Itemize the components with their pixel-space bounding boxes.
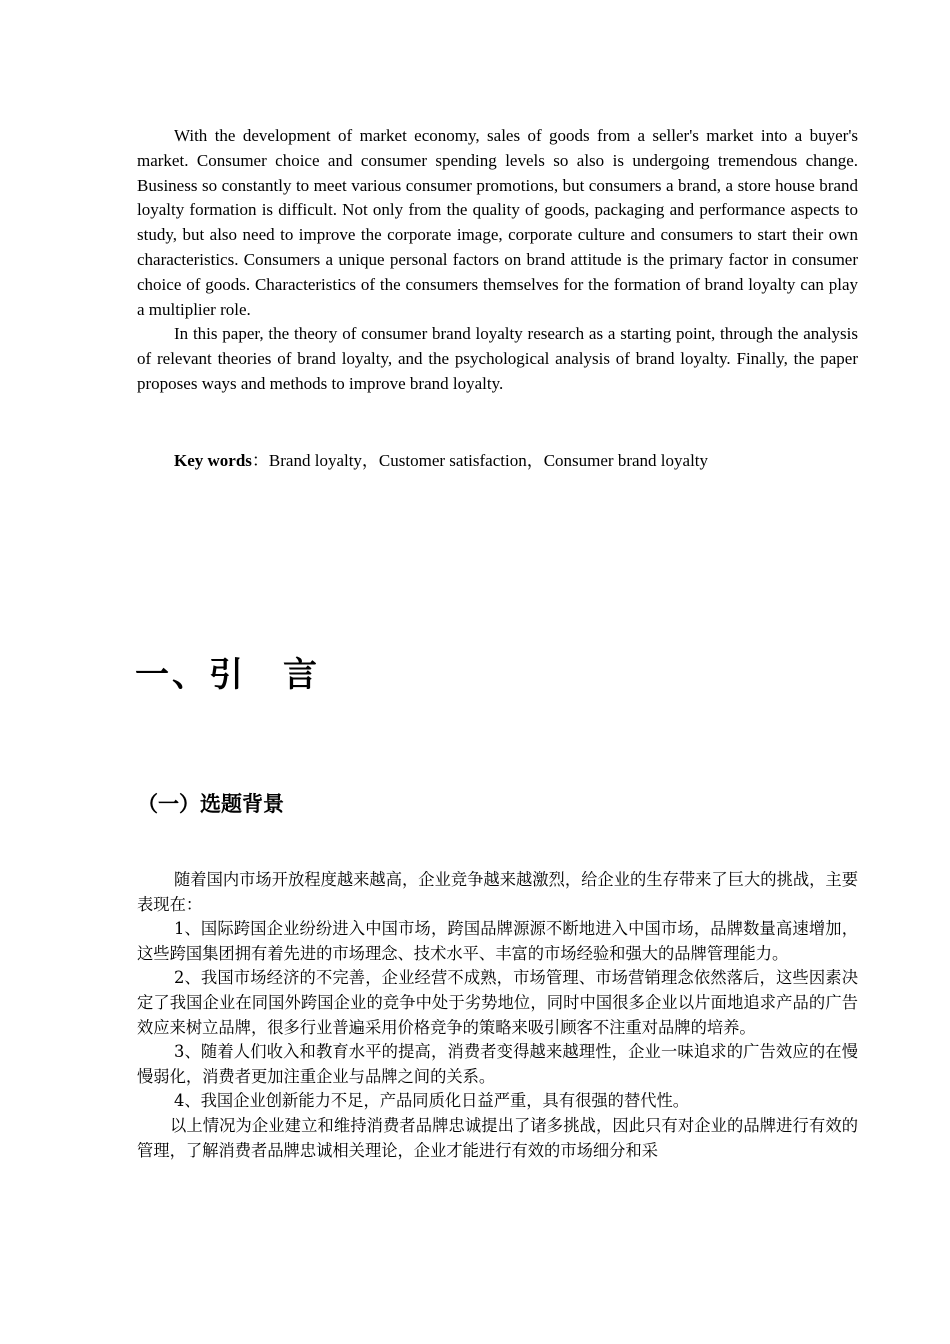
keywords-line	[174, 449, 864, 473]
abstract-paragraph-2: In this paper, the theory of consumer brand loyalty research as a starting point, through the analysis of relevant theories of brand loyalty, and the psychological analysis of brand loyalty. Finally, the paper proposes ways and methods to improve brand loyalty.	[137, 324, 858, 393]
keywords-value: Brand loyalty，Customer satisfaction，Consumer brand loyalty	[268, 451, 709, 470]
chapter-heading: 一、引 言	[135, 655, 320, 695]
body-list-item-3: 3、随着人们收入和教育水平的提高，消费者变得越来越理性，企业一味追求的广告效应的在慢慢弱化，消费者更加注重企业与品牌之间的关系。	[137, 1042, 858, 1086]
body-list-item-4: 4、我国企业创新能力不足，产品同质化日益严重，具有很强的替代性。	[174, 1091, 690, 1111]
body-list-item-2: 2、我国市场经济的不完善，企业经营不成熟，市场管理、市场营销理念依然落后，这些因素决定了我国企业在同国外跨国企业的竞争中处于劣势地位，同时中国很多企业以片面地追求产品的广告效应来树立品牌，很多行业普遍采用价格竞争的策略来吸引顾客不注重对品牌的培养。	[137, 968, 858, 1037]
body-list-item-1: 1、国际跨国企业纷纷进入中国市场，跨国品牌源源不断地进入中国市场，品牌数量高速增加，这些跨国集团拥有着先进的市场理念、技术水平、丰富的市场经验和强大的品牌管理能力。	[137, 919, 858, 963]
keywords-separator: ：	[251, 451, 269, 470]
abstract-paragraph-1: With the development of market economy, sales of goods from a seller's market into a buyer's market. Consumer choice and consumer spending levels so also is undergoing tremendous change. Business so constantly to meet various consumer promotions, but consumers a brand, a store house brand loyalty formation is difficult. Not only from the quality of goods, packaging and performance aspects to study, but also need to improve the corporate image, corporate culture and consumers to start their own characteristics. Consumers a unique personal factors on brand attitude is the primary factor in consumer choice of goods. Characteristics of the consumers themselves for the formation of brand loyalty can play a multiplier role.	[137, 126, 858, 319]
body-conclusion-paragraph: 以上情况为企业建立和维持消费者品牌忠诚提出了诸多挑战，因此只有对企业的品牌进行有效的管理，了解消费者品牌忠诚相关理论，企业才能进行有效的市场细分和采	[137, 1115, 858, 1160]
body-intro-paragraph: 随着国内市场开放程度越来越高，企业竞争越来越激烈，给企业的生存带来了巨大的挑战，主要表现在：	[137, 870, 858, 914]
section-heading: （一）选题背景	[137, 792, 284, 816]
english-abstract	[137, 124, 858, 397]
keywords-label: Key words	[174, 451, 252, 470]
chinese-body-text	[137, 868, 858, 1163]
